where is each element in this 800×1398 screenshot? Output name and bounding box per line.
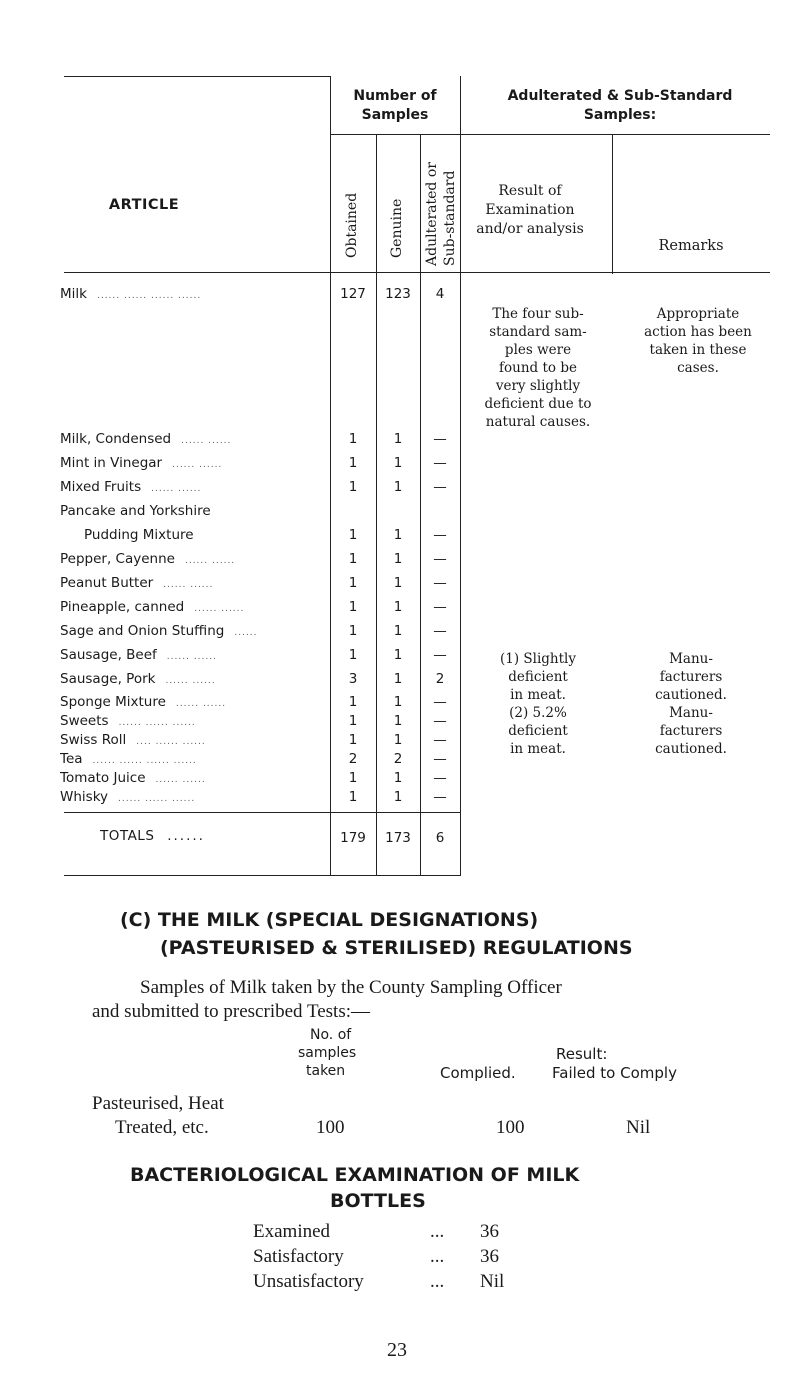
bact-label: Satisfactory xyxy=(253,1246,344,1267)
row-article-text: Pepper, Cayenne xyxy=(60,551,175,567)
pork-remarks-note xyxy=(612,650,770,758)
row-obtained: 1 xyxy=(348,789,358,805)
leader-dots: ...... ...... ...... ...... xyxy=(96,291,202,301)
row-article-text: Pudding Mixture xyxy=(84,527,194,543)
milk-remarks-note xyxy=(618,305,778,377)
row-obtained: 1 xyxy=(348,713,358,729)
row-article-text: Tea xyxy=(60,751,83,767)
row-article-text: Milk, Condensed xyxy=(60,431,172,447)
bact-label: Unsatisfactory xyxy=(253,1271,364,1292)
row-obtained: 2 xyxy=(348,751,358,767)
header-number-of-samples: Number of Samples xyxy=(353,88,437,123)
header-obtained: Obtained xyxy=(344,192,360,258)
row-adulterated: — xyxy=(433,694,447,710)
row-adulterated: — xyxy=(433,479,447,495)
row-genuine: 1 xyxy=(393,789,403,805)
row-adulterated: — xyxy=(433,599,447,615)
bact-dots: ... xyxy=(430,1221,445,1242)
note-line: (1) Slightly xyxy=(499,651,576,667)
row-genuine: 1 xyxy=(393,479,403,495)
row-adulterated: — xyxy=(433,732,447,748)
note-line: ples were xyxy=(504,342,572,358)
row-adulterated: 4 xyxy=(435,286,445,302)
totals-label-text: TOTALS xyxy=(100,828,155,844)
row-article-text: Swiss Roll xyxy=(60,732,127,748)
row-article xyxy=(60,713,196,729)
row-obtained: 1 xyxy=(348,770,358,786)
row-adulterated: — xyxy=(433,751,447,767)
row-obtained: 3 xyxy=(348,671,358,687)
leader-dots: .... ...... ...... xyxy=(136,737,206,747)
row-label-2: Treated, etc. xyxy=(115,1117,209,1138)
row-genuine: 1 xyxy=(393,694,403,710)
row-article-text: Mixed Fruits xyxy=(60,479,142,495)
row-genuine: 1 xyxy=(393,713,403,729)
leader-dots: ...... xyxy=(234,628,258,638)
row-article xyxy=(60,671,216,687)
note-line: in meat. xyxy=(510,741,566,757)
header-adulterated-samples: Adulterated & Sub-Standard Samples: xyxy=(507,88,733,123)
row-article xyxy=(84,527,194,543)
row-adulterated: — xyxy=(433,770,447,786)
row-article xyxy=(60,479,201,495)
row-article xyxy=(60,647,217,663)
row-obtained: 1 xyxy=(348,732,358,748)
row-article-text: Tomato Juice xyxy=(60,770,146,786)
row-genuine: 1 xyxy=(393,527,403,543)
pork-result-note xyxy=(470,650,606,758)
note-line: taken in these xyxy=(649,342,747,358)
bact-value: 36 xyxy=(480,1246,499,1267)
leader-dots: ...... ...... xyxy=(184,556,236,566)
row-article xyxy=(60,503,211,519)
row-genuine: 123 xyxy=(385,286,411,302)
col-result: Result: xyxy=(556,1045,608,1063)
row-obtained: 1 xyxy=(348,431,358,447)
row-genuine: 2 xyxy=(393,751,403,767)
note-line: cautioned. xyxy=(655,741,727,757)
leader-dots: ...... ...... xyxy=(166,652,217,662)
header-article: ARTICLE xyxy=(108,197,180,213)
row-article xyxy=(60,732,206,748)
bact-dots: ... xyxy=(430,1271,445,1292)
row-adulterated: — xyxy=(433,789,447,805)
row-complied: 100 xyxy=(496,1117,525,1138)
leader-dots: ...... ...... xyxy=(165,676,216,686)
header-genuine: Genuine xyxy=(389,198,405,258)
header-remarks: Remarks xyxy=(658,238,724,254)
leader-dots: ...... ...... xyxy=(163,580,214,590)
row-genuine: 1 xyxy=(393,623,403,639)
row-obtained: 1 xyxy=(348,455,358,471)
note-line: deficient xyxy=(508,669,568,685)
col-samples-3: taken xyxy=(306,1063,346,1079)
row-adulterated: 2 xyxy=(435,671,445,687)
header-bottom-rule xyxy=(64,272,770,273)
note-line: very slightly xyxy=(495,378,581,394)
row-genuine: 1 xyxy=(393,455,403,471)
page-number: 23 xyxy=(387,1339,407,1361)
leader-dots: ...... ...... xyxy=(151,484,202,494)
row-obtained: 1 xyxy=(348,694,358,710)
row-article xyxy=(60,455,222,471)
note-line: facturers xyxy=(659,669,723,685)
note-line: action has been xyxy=(644,324,752,340)
row-adulterated: — xyxy=(433,713,447,729)
bacteriological-title-2: BOTTLES xyxy=(330,1190,426,1212)
table-top-rule xyxy=(64,76,330,77)
milk-intro-line-2: and submitted to prescribed Tests:— xyxy=(92,1001,370,1022)
totals-label: TOTALS ...... xyxy=(100,828,205,844)
totals-genuine: 173 xyxy=(385,830,411,846)
note-line: Manu- xyxy=(669,705,713,721)
milk-result-note xyxy=(470,305,606,431)
header-result: Result of Examination and/or analysis xyxy=(476,183,584,237)
row-genuine: 1 xyxy=(393,732,403,748)
row-article-text: Pancake and Yorkshire xyxy=(60,503,211,519)
row-article xyxy=(60,623,258,639)
row-adulterated: — xyxy=(433,455,447,471)
row-article-text: Sage and Onion Stuffing xyxy=(60,623,225,639)
row-obtained: 127 xyxy=(340,286,366,302)
row-article-text: Mint in Vinegar xyxy=(60,455,163,471)
row-article xyxy=(60,770,206,786)
row-article-text: Whisky xyxy=(60,789,109,805)
table-bottom-rule xyxy=(64,875,460,876)
note-line: Manu- xyxy=(669,651,713,667)
row-obtained: 1 xyxy=(348,575,358,591)
row-obtained: 1 xyxy=(348,551,358,567)
row-genuine: 1 xyxy=(393,647,403,663)
leader-dots: ...... ...... xyxy=(172,460,223,470)
row-adulterated: — xyxy=(433,623,447,639)
note-line: cases. xyxy=(677,360,719,376)
note-line: found to be xyxy=(499,360,577,376)
header-mid-rule xyxy=(330,134,770,135)
row-article xyxy=(60,599,244,615)
row-adulterated: — xyxy=(433,527,447,543)
row-article-text: Milk xyxy=(60,286,87,302)
leader-dots: ...... ...... xyxy=(175,699,227,709)
row-genuine: 1 xyxy=(393,671,403,687)
milk-intro-line-1: Samples of Milk taken by the County Sampling Officer xyxy=(140,977,562,998)
leader-dots: ...... ...... xyxy=(155,775,206,785)
row-article-text: Sponge Mixture xyxy=(60,694,166,710)
row-article xyxy=(60,751,197,767)
row-obtained: 1 xyxy=(348,479,358,495)
note-line: Appropriate xyxy=(656,306,740,322)
leader-dots: ...... ...... xyxy=(194,604,245,614)
row-article xyxy=(60,286,201,302)
note-line: in meat. xyxy=(510,687,566,703)
row-article xyxy=(60,575,213,591)
note-line: natural causes. xyxy=(485,414,591,430)
col-samples-1: No. of xyxy=(310,1027,352,1043)
header-adulterated-or-substandard: Adulterated or Sub-standard xyxy=(424,162,458,266)
row-adulterated: — xyxy=(433,575,447,591)
bact-dots: ... xyxy=(430,1246,445,1267)
totals-adulterated: 6 xyxy=(435,830,445,846)
row-article-text: Peanut Butter xyxy=(60,575,154,591)
bacteriological-title-1: BACTERIOLOGICAL EXAMINATION OF MILK xyxy=(130,1164,580,1186)
row-genuine: 1 xyxy=(393,599,403,615)
row-genuine: 1 xyxy=(393,770,403,786)
row-obtained: 1 xyxy=(348,527,358,543)
row-article xyxy=(60,431,231,447)
bact-value: Nil xyxy=(480,1271,505,1292)
note-line: deficient xyxy=(508,723,568,739)
leader-dots: ...... ...... xyxy=(181,436,232,446)
totals-rule xyxy=(64,812,460,813)
col-complied: Complied. xyxy=(440,1064,516,1082)
col-divider-adulterated xyxy=(460,76,461,876)
note-line: standard sam- xyxy=(489,324,587,340)
note-line: deficient due to xyxy=(484,396,592,412)
totals-obtained: 179 xyxy=(340,830,366,846)
row-genuine: 1 xyxy=(393,551,403,567)
row-genuine: 1 xyxy=(393,431,403,447)
col-failed: Failed to Comply xyxy=(552,1064,677,1082)
row-label-1: Pasteurised, Heat xyxy=(92,1093,224,1114)
milk-regulations-title-2: (PASTEURISED & STERILISED) REGULATIONS xyxy=(160,937,633,959)
row-failed: Nil xyxy=(626,1117,651,1138)
leader-dots: ...... ...... ...... xyxy=(118,794,196,804)
leader-dots: ...... ...... ...... xyxy=(118,718,196,728)
row-article-text: Sweets xyxy=(60,713,109,729)
row-article xyxy=(60,789,195,805)
leader-dots: ...... ...... ...... ...... xyxy=(92,756,197,766)
row-article-text: Sausage, Pork xyxy=(60,671,156,687)
row-genuine: 1 xyxy=(393,575,403,591)
row-adulterated: — xyxy=(433,431,447,447)
bact-value: 36 xyxy=(480,1221,499,1242)
row-article xyxy=(60,694,226,710)
note-line: The four sub- xyxy=(492,306,584,322)
row-article xyxy=(60,551,235,567)
row-obtained: 1 xyxy=(348,623,358,639)
row-obtained: 1 xyxy=(348,647,358,663)
note-line: (2) 5.2% xyxy=(509,705,567,721)
note-line: cautioned. xyxy=(655,687,727,703)
row-obtained: 1 xyxy=(348,599,358,615)
row-adulterated: — xyxy=(433,647,447,663)
milk-regulations-title-1: (C) THE MILK (SPECIAL DESIGNATIONS) xyxy=(120,909,539,931)
row-taken: 100 xyxy=(316,1117,345,1138)
row-article-text: Sausage, Beef xyxy=(60,647,157,663)
row-article-text: Pineapple, canned xyxy=(60,599,185,615)
col-samples-2: samples xyxy=(298,1045,357,1061)
row-adulterated: — xyxy=(433,551,447,567)
bact-label: Examined xyxy=(253,1221,331,1242)
note-line: facturers xyxy=(659,723,723,739)
